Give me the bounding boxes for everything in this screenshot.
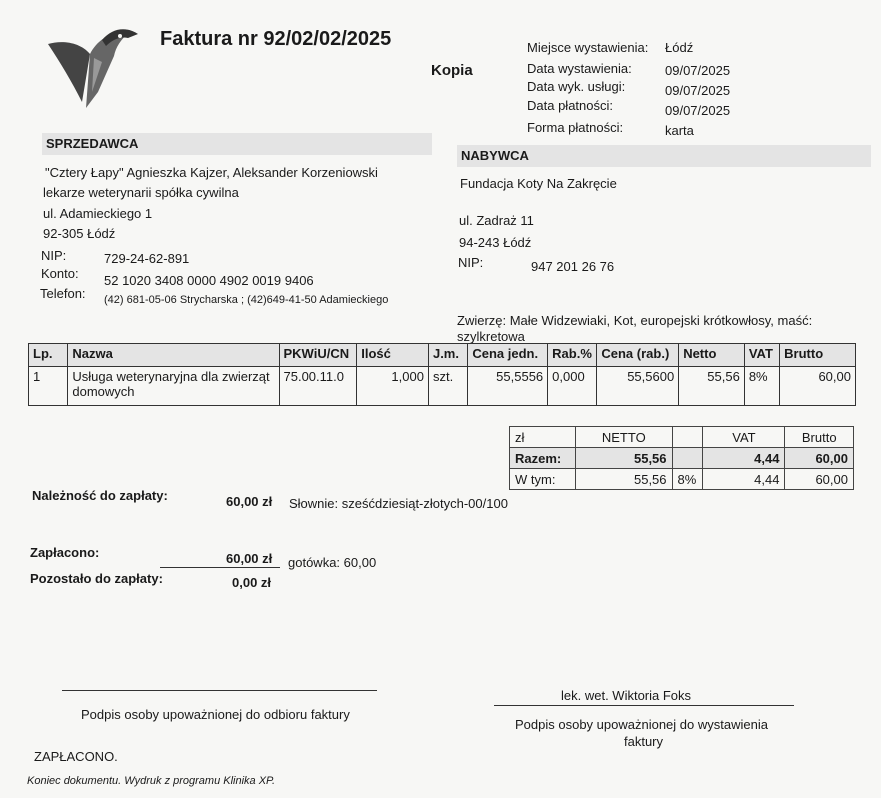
service-date-label: Data wyk. usługi: (527, 79, 626, 94)
col-name: Nazwa (68, 344, 279, 367)
paid-stamp: ZAPŁACONO. (34, 749, 118, 764)
summary-netto-header: NETTO (576, 427, 672, 448)
row-name: Usługa weterynaryjna dla zwierząt domowych (68, 367, 279, 406)
col-lp: Lp. (29, 344, 68, 367)
summary-total-vat: 4,44 (703, 448, 785, 469)
col-net: Netto (679, 344, 745, 367)
seller-phone-label: Telefon: (40, 286, 86, 301)
seller-account-label: Konto: (41, 266, 79, 281)
row-lp: 1 (29, 367, 68, 406)
receiver-signature-caption: Podpis osoby upoważnionej do odbioru faktury (81, 707, 350, 722)
col-unit: J.m. (428, 344, 467, 367)
seller-heading: SPRZEDAWCA (42, 133, 432, 155)
table-row (29, 367, 856, 406)
row-price-after: 55,5600 (597, 367, 679, 406)
row-gross: 60,00 (780, 367, 856, 406)
buyer-nip-value: 947 201 26 76 (531, 259, 615, 274)
issuer-signature-line (494, 705, 794, 706)
paid-value: 60,00 zł (226, 551, 273, 566)
items-table (28, 343, 856, 406)
place-label: Miejsce wystawienia: (527, 40, 649, 55)
seller-nip-value: 729-24-62-891 (104, 251, 190, 266)
col-unit-price: Cena jedn. (468, 344, 548, 367)
col-price-after: Cena (rab.) (597, 344, 679, 367)
col-gross: Brutto (780, 344, 856, 367)
summary-total-row (510, 448, 854, 469)
row-vat: 8% (744, 367, 779, 406)
animal-line-1: Zwierzę: Małe Widzewiaki, Kot, europejski krótkowłosy, maść: (457, 313, 813, 328)
remaining-label: Pozostało do zapłaty: (30, 571, 163, 586)
paid-underline (160, 567, 280, 568)
seller-name-2: lekarze weterynarii spółka cywilna (43, 185, 239, 200)
seller-nip-label: NIP: (41, 248, 67, 263)
receiver-signature-line (62, 690, 377, 691)
summary-incl-row (510, 469, 854, 490)
seller-city: 92-305 Łódź (43, 226, 116, 241)
payment-form-value: karta (665, 123, 694, 138)
payment-form-label: Forma płatności: (527, 120, 624, 135)
seller-account-value: 52 1020 3408 0000 4902 0019 9406 (104, 273, 314, 288)
paid-label: Zapłacono: (30, 545, 100, 560)
due-words: Słownie: sześćdziesiąt-złotych-00/100 (289, 496, 508, 511)
col-qty: Ilość (357, 344, 429, 367)
buyer-name: Fundacja Koty Na Zakręcie (460, 176, 617, 191)
row-unit-price: 55,5556 (468, 367, 548, 406)
summary-table (509, 426, 854, 490)
buyer-city: 94-243 Łódź (459, 235, 532, 250)
summary-header-row (510, 427, 854, 448)
row-pkwiu: 75.00.11.0 (279, 367, 357, 406)
row-net: 55,56 (679, 367, 745, 406)
seller-phone-value: (42) 681-05-06 Strycharska ; (42)649-41-50 Adamieckiego (104, 294, 389, 306)
summary-total-net: 55,56 (576, 448, 672, 469)
paid-detail: gotówka: 60,00 (288, 555, 377, 570)
issue-date-value: 09/07/2025 (665, 63, 731, 78)
service-date-value: 09/07/2025 (665, 83, 731, 98)
summary-currency: zł (510, 427, 576, 448)
col-discount: Rab.% (548, 344, 597, 367)
copy-label: Kopia (431, 62, 473, 79)
clinic-logo (42, 22, 142, 108)
due-value: 60,00 zł (226, 494, 273, 509)
payment-date-value: 09/07/2025 (665, 103, 731, 118)
row-discount: 0,000 (548, 367, 597, 406)
remaining-value: 0,00 zł (232, 575, 272, 590)
row-unit: szt. (428, 367, 467, 406)
col-vat: VAT (744, 344, 779, 367)
end-note: Koniec dokumentu. Wydruk z programu Klinika XP. (27, 775, 276, 787)
col-pkwiu: PKWiU/CN (279, 344, 357, 367)
summary-brutto-header: Brutto (785, 427, 854, 448)
issuer-name: lek. wet. Wiktoria Foks (561, 688, 692, 703)
summary-incl-gross: 60,00 (785, 469, 854, 490)
issue-date-label: Data wystawienia: (527, 61, 632, 76)
place-value: Łódź (665, 40, 694, 55)
summary-incl-rate: 8% (672, 469, 703, 490)
issuer-caption-line-1: Podpis osoby upoważnionej do wystawienia (515, 717, 768, 732)
row-qty: 1,000 (357, 367, 429, 406)
summary-vat-header: VAT (703, 427, 785, 448)
items-header-row (29, 344, 856, 367)
buyer-heading: NABYWCA (457, 145, 871, 167)
summary-total-gross: 60,00 (785, 448, 854, 469)
buyer-nip-label: NIP: (458, 255, 484, 270)
summary-incl-vat: 4,44 (703, 469, 785, 490)
payment-date-label: Data płatności: (527, 98, 613, 113)
animal-line-2: szylkretowa (457, 329, 525, 344)
seller-street: ul. Adamieckiego 1 (43, 206, 153, 221)
due-label: Należność do zapłaty: (32, 488, 168, 503)
summary-incl-label: W tym: (510, 469, 576, 490)
seller-name: "Cztery Łapy" Agnieszka Kajzer, Aleksander Korzeniowski (45, 165, 378, 180)
summary-total-label: Razem: (510, 448, 576, 469)
summary-incl-net: 55,56 (576, 469, 672, 490)
issuer-caption-line-2: faktury (624, 734, 664, 749)
buyer-street: ul. Zadraż 11 (459, 213, 534, 228)
invoice-title: Faktura nr 92/02/02/2025 (160, 28, 392, 50)
